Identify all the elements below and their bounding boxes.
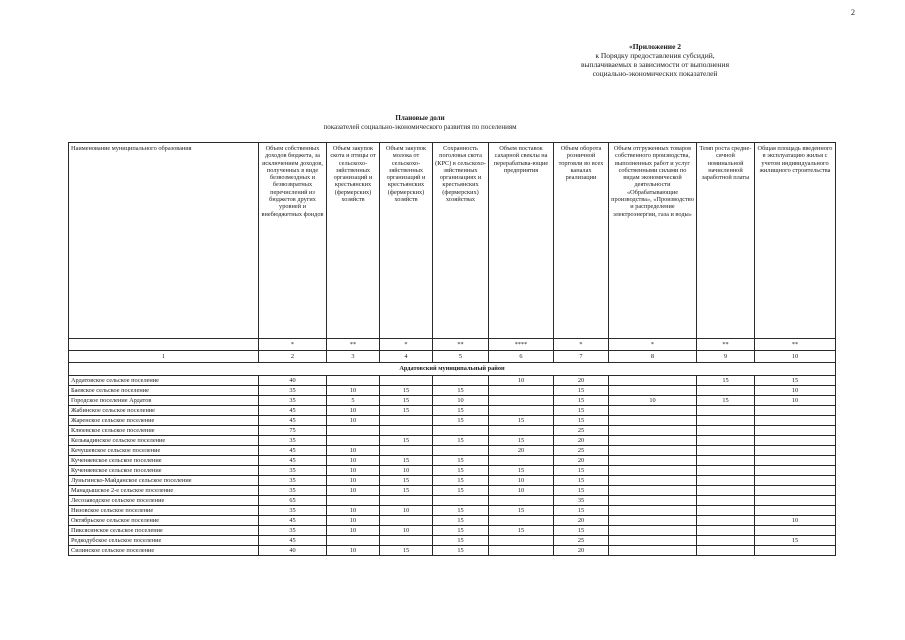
table-cell: 15 — [554, 506, 609, 516]
column-header: Объем собственных доходов бюджета, за исключением доходов, полученных в виде безвозмездных и безвозвратных перечислений из бюджетов других уровней и внебюджетных фондов — [259, 143, 327, 339]
table-cell: 45 — [259, 446, 327, 456]
table-cell — [380, 536, 433, 546]
table-cell — [380, 446, 433, 456]
table-cell — [327, 426, 380, 436]
settlement-name-cell: Кельвадинское сельское поселение — [69, 436, 259, 446]
table-cell: 15 — [489, 416, 554, 426]
column-numbers-row — [69, 351, 836, 363]
settlement-name-cell: Луньгинско-Майданское сельское поселение — [69, 476, 259, 486]
footnote-mark: ** — [697, 339, 755, 351]
table-cell: 15 — [489, 526, 554, 536]
table-cell — [697, 526, 755, 536]
table-cell: 5 — [327, 396, 380, 406]
table-row — [69, 386, 836, 396]
table-cell — [327, 536, 380, 546]
table-cell — [609, 426, 697, 436]
table-cell: 45 — [259, 536, 327, 546]
table-cell: 35 — [259, 386, 327, 396]
table-cell: 15 — [433, 546, 489, 556]
settlement-name-cell: Манадышское 2-е сельское поселение — [69, 486, 259, 496]
table-header-row — [69, 143, 836, 339]
page-number: 2 — [851, 8, 855, 17]
settlement-name-cell: Жаренское сельское поселение — [69, 416, 259, 426]
settlement-name-cell: Редкодубское сельское поселение — [69, 536, 259, 546]
table-cell: 65 — [259, 496, 327, 506]
table-cell: 15 — [433, 516, 489, 526]
table-cell: 35 — [259, 466, 327, 476]
table-cell: 15 — [433, 536, 489, 546]
table-cell: 45 — [259, 456, 327, 466]
table-cell — [380, 426, 433, 436]
table-cell: 75 — [259, 426, 327, 436]
table-cell — [697, 466, 755, 476]
table-cell — [489, 386, 554, 396]
table-cell: 15 — [433, 386, 489, 396]
settlement-name-cell: Пиксясинское сельское поселение — [69, 526, 259, 536]
column-number: 5 — [433, 351, 489, 363]
document-title-subtitle: показателей социально-экономического развития по поселениям — [323, 123, 517, 131]
table-cell: 10 — [489, 476, 554, 486]
table-cell: 45 — [259, 416, 327, 426]
table-row — [69, 486, 836, 496]
column-header: Объем закупок скота и птицы от сельскохо-зяйственных организаций и крестьянских (фермерских) хозяйств — [327, 143, 380, 339]
appendix-line: к Порядку предоставления субсидий, — [595, 51, 715, 60]
appendix-line: выплачиваемых в зависимости от выполнения — [580, 60, 730, 69]
table-cell: 15 — [433, 486, 489, 496]
column-number: 3 — [327, 351, 380, 363]
table-row — [69, 546, 836, 556]
column-header: Объем отгруженных товаров собственного производства, выполненных работ и услуг собственными силами по видам экономической деятельности «Обрабатывающие производства», «Производство и распределение электроэнергии, газа и воды» — [609, 143, 697, 339]
table-cell: 15 — [433, 466, 489, 476]
footnote-mark: ** — [327, 339, 380, 351]
table-cell: 35 — [554, 496, 609, 506]
table-cell: 15 — [380, 436, 433, 446]
table-cell — [697, 536, 755, 546]
footnote-mark: ** — [433, 339, 489, 351]
column-number: 6 — [489, 351, 554, 363]
table-cell — [755, 446, 836, 456]
table-cell — [433, 496, 489, 506]
table-cell — [697, 496, 755, 506]
table-cell — [755, 506, 836, 516]
table-cell — [609, 526, 697, 536]
settlement-name-cell: Кученяевское сельское поселение — [69, 456, 259, 466]
table-cell: 15 — [554, 416, 609, 426]
table-cell — [697, 446, 755, 456]
table-cell: 15 — [554, 396, 609, 406]
table-row — [69, 506, 836, 516]
table-cell — [433, 446, 489, 456]
settlement-name-cell: Низовское сельское поселение — [69, 506, 259, 516]
indicators-table — [68, 142, 836, 556]
table-cell: 10 — [755, 396, 836, 406]
document-title — [250, 114, 590, 132]
column-header: Общая площадь введенного в эксплуатацию жилья с учетом индивидуального жилищного строительства — [755, 143, 836, 339]
table-cell — [609, 546, 697, 556]
table-cell — [433, 426, 489, 436]
table-cell — [380, 516, 433, 526]
column-header: Наименование муниципального образования — [69, 143, 259, 339]
table-cell: 25 — [554, 536, 609, 546]
table-row — [69, 456, 836, 466]
table-row — [69, 516, 836, 526]
table-cell: 45 — [259, 406, 327, 416]
table-cell — [609, 476, 697, 486]
table-cell — [380, 376, 433, 386]
table-cell — [755, 526, 836, 536]
table-cell — [609, 446, 697, 456]
table-cell — [755, 426, 836, 436]
column-number: 2 — [259, 351, 327, 363]
table-cell — [755, 486, 836, 496]
footnote-mark — [69, 339, 259, 351]
table-row — [69, 446, 836, 456]
table-cell: 10 — [380, 526, 433, 536]
table-row — [69, 406, 836, 416]
district-name: Ардатовский муниципальный район — [69, 363, 836, 376]
table-cell — [609, 496, 697, 506]
table-cell: 15 — [489, 436, 554, 446]
settlement-name-cell: Кечушевское сельское поселение — [69, 446, 259, 456]
table-cell: 15 — [755, 376, 836, 386]
column-number: 7 — [554, 351, 609, 363]
appendix-header — [520, 42, 790, 78]
table-cell: 10 — [489, 376, 554, 386]
table-cell: 10 — [327, 406, 380, 416]
table-cell: 35 — [259, 486, 327, 496]
table-cell: 15 — [380, 546, 433, 556]
table-cell: 15 — [697, 376, 755, 386]
settlement-name-cell: Баевское сельское поселение — [69, 386, 259, 396]
table-cell: 10 — [609, 396, 697, 406]
column-number: 1 — [69, 351, 259, 363]
settlement-name-cell: Жабинское сельское поселение — [69, 406, 259, 416]
table-cell: 40 — [259, 376, 327, 386]
table-cell: 15 — [380, 476, 433, 486]
table-cell: 20 — [554, 546, 609, 556]
district-row — [69, 363, 836, 376]
footnote-mark: * — [380, 339, 433, 351]
table-cell: 20 — [554, 436, 609, 446]
table-cell — [697, 516, 755, 526]
table-cell: 10 — [380, 506, 433, 516]
table-cell: 15 — [489, 506, 554, 516]
document-title-main: Плановые доли — [395, 114, 445, 122]
table-cell: 10 — [327, 506, 380, 516]
table-cell — [327, 496, 380, 506]
table-cell: 10 — [327, 456, 380, 466]
table-cell — [489, 536, 554, 546]
table-cell — [327, 436, 380, 446]
column-number: 10 — [755, 351, 836, 363]
table-cell: 15 — [433, 526, 489, 536]
table-cell — [755, 406, 836, 416]
table-cell — [433, 376, 489, 386]
table-row — [69, 476, 836, 486]
table-cell — [380, 496, 433, 506]
table-cell — [609, 466, 697, 476]
table-cell: 10 — [755, 516, 836, 526]
table-cell — [489, 456, 554, 466]
table-row — [69, 526, 836, 536]
table-cell: 15 — [554, 486, 609, 496]
table-cell: 35 — [259, 436, 327, 446]
footnote-mark: **** — [489, 339, 554, 351]
table-cell: 35 — [259, 506, 327, 516]
table-cell: 20 — [489, 446, 554, 456]
column-number: 4 — [380, 351, 433, 363]
settlement-name-cell: Клюевское сельское поселение — [69, 426, 259, 436]
table-row — [69, 496, 836, 506]
table-cell: 10 — [327, 466, 380, 476]
settlement-name-cell: Ардатовское сельское поселение — [69, 376, 259, 386]
table-row — [69, 376, 836, 386]
table-cell: 15 — [554, 526, 609, 536]
table-cell — [755, 546, 836, 556]
footnote-mark: * — [259, 339, 327, 351]
table-cell: 15 — [433, 416, 489, 426]
table-row — [69, 466, 836, 476]
table-cell: 10 — [327, 516, 380, 526]
table-cell: 45 — [259, 516, 327, 526]
table-cell — [489, 406, 554, 416]
table-cell — [755, 416, 836, 426]
table-row — [69, 436, 836, 446]
settlement-name-cell: Кученяевское сельское поселение — [69, 466, 259, 476]
table-cell — [609, 416, 697, 426]
table-cell: 10 — [327, 486, 380, 496]
table-cell: 10 — [327, 476, 380, 486]
table-cell — [755, 436, 836, 446]
table-cell: 40 — [259, 546, 327, 556]
table-cell — [380, 416, 433, 426]
footnote-mark: * — [554, 339, 609, 351]
table-cell: 10 — [380, 466, 433, 476]
settlement-name-cell: Октябрьское сельское поселение — [69, 516, 259, 526]
table-cell: 10 — [327, 446, 380, 456]
table-cell — [609, 506, 697, 516]
table-cell — [697, 426, 755, 436]
table-cell: 15 — [433, 506, 489, 516]
table-cell: 25 — [554, 446, 609, 456]
table-cell: 20 — [554, 456, 609, 466]
appendix-title: «Приложение 2 — [628, 42, 682, 51]
column-header: Объем поставок сахарной свеклы на перерабатыва-ющие предприятия — [489, 143, 554, 339]
table-cell — [489, 426, 554, 436]
column-number: 9 — [697, 351, 755, 363]
table-cell — [489, 396, 554, 406]
table-cell — [609, 406, 697, 416]
table-cell: 15 — [433, 476, 489, 486]
table-cell — [609, 516, 697, 526]
appendix-line: социально-экономических показателей — [592, 69, 718, 78]
table-cell — [697, 506, 755, 516]
settlement-name-cell: Силинское сельское поселение — [69, 546, 259, 556]
column-header: Темп роста средне-сячной номинальной начисленной заработной платы — [697, 143, 755, 339]
table-cell: 10 — [327, 416, 380, 426]
table-cell — [755, 496, 836, 506]
column-number: 8 — [609, 351, 697, 363]
table-cell: 10 — [327, 546, 380, 556]
table-row — [69, 536, 836, 546]
footnote-mark: * — [609, 339, 697, 351]
column-header: Объем оборота розничной торговли во всех каналах реализации — [554, 143, 609, 339]
settlement-name-cell: Городское поселение Ардатов — [69, 396, 259, 406]
table-cell: 10 — [327, 526, 380, 536]
table-cell: 10 — [489, 486, 554, 496]
table-cell: 10 — [755, 386, 836, 396]
table-cell: 15 — [755, 536, 836, 546]
table-cell: 10 — [327, 386, 380, 396]
table-cell: 15 — [380, 456, 433, 466]
table-cell — [697, 406, 755, 416]
table-cell — [755, 466, 836, 476]
table-cell: 15 — [433, 436, 489, 446]
table-cell: 20 — [554, 376, 609, 386]
table-cell — [609, 386, 697, 396]
table-cell — [755, 456, 836, 466]
table-row — [69, 426, 836, 436]
table-cell — [697, 486, 755, 496]
table-cell: 15 — [380, 386, 433, 396]
table-cell: 15 — [380, 486, 433, 496]
table-cell — [609, 436, 697, 446]
table-cell — [697, 386, 755, 396]
table-cell: 20 — [554, 516, 609, 526]
table-cell: 15 — [554, 406, 609, 416]
table-cell — [755, 476, 836, 486]
table-cell: 35 — [259, 526, 327, 536]
table-cell — [697, 546, 755, 556]
table-row — [69, 416, 836, 426]
table-row — [69, 396, 836, 406]
table-cell: 15 — [433, 406, 489, 416]
table-cell — [489, 496, 554, 506]
table-cell: 15 — [489, 466, 554, 476]
table-cell — [609, 536, 697, 546]
table-cell — [697, 416, 755, 426]
table-cell: 15 — [380, 396, 433, 406]
table-cell: 35 — [259, 476, 327, 486]
table-cell — [609, 486, 697, 496]
column-header: Сохранность поголовья скота (КРС) в сельскохо-зяйственных организациях и крестьянских (фермерских) хозяйствах — [433, 143, 489, 339]
table-cell: 15 — [380, 406, 433, 416]
settlement-name-cell: Лесозаводское сельское поселение — [69, 496, 259, 506]
table-cell — [697, 436, 755, 446]
table-cell: 15 — [697, 396, 755, 406]
table-cell — [489, 546, 554, 556]
table-cell — [697, 476, 755, 486]
footnote-mark: ** — [755, 339, 836, 351]
column-header: Объем закупок молока от сельскохо-зяйственных организаций и крестьянских (фермерских) хозяйств — [380, 143, 433, 339]
table-cell — [609, 376, 697, 386]
table-cell — [697, 456, 755, 466]
table-cell — [489, 516, 554, 526]
footnote-marks-row — [69, 339, 836, 351]
table-cell: 25 — [554, 426, 609, 436]
table-cell: 15 — [554, 386, 609, 396]
table-cell: 15 — [554, 466, 609, 476]
table-cell — [327, 376, 380, 386]
table-cell — [609, 456, 697, 466]
table-cell: 10 — [433, 396, 489, 406]
table-cell: 15 — [433, 456, 489, 466]
table-cell: 35 — [259, 396, 327, 406]
table-cell: 15 — [554, 476, 609, 486]
